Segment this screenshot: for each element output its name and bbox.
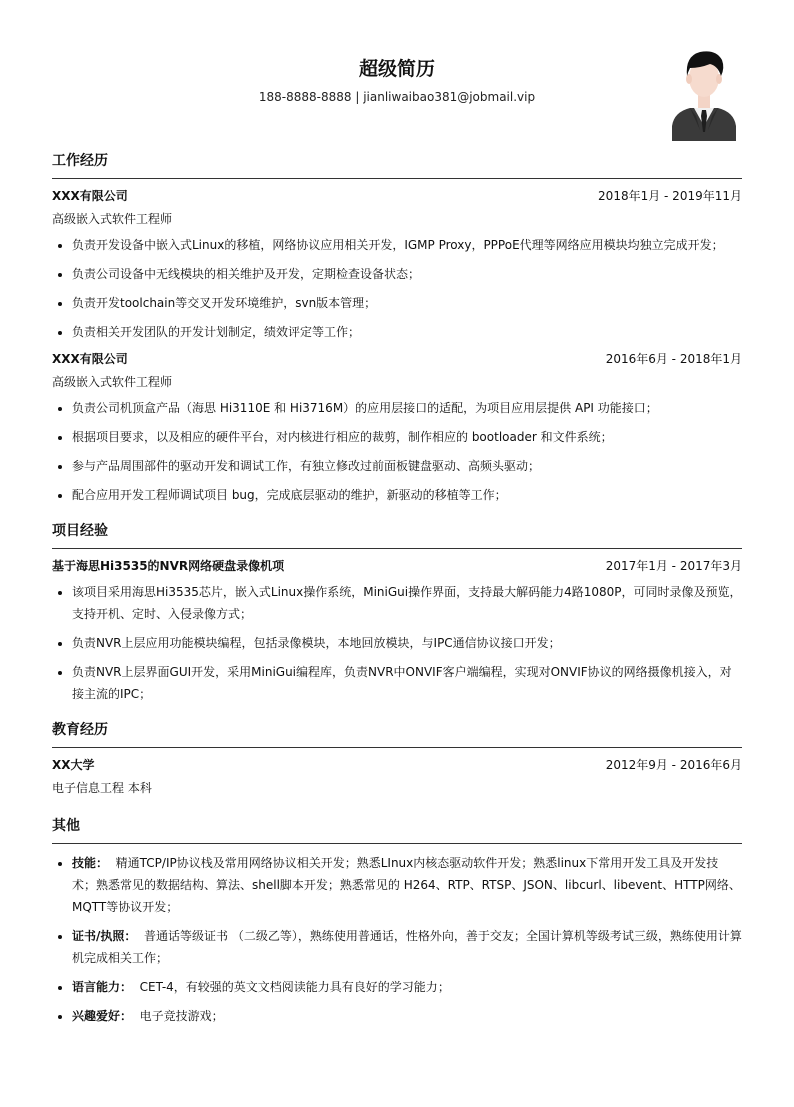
other-item-languages [72, 976, 742, 998]
other-item-skills [72, 852, 742, 918]
other-section-title: 其他 [52, 815, 742, 844]
projects-section [52, 520, 742, 705]
education-section [52, 719, 742, 797]
project-bullet: • 该项目采用海思Hi3535芯片，嵌入式Linux操作系统，MiniGui操作界面，支持最大解码能力4路1080P，可同时录像及预览，支持开机、定时、入侵录像方式； [72, 581, 742, 625]
other-item-label: 兴趣爱好： [72, 1009, 133, 1023]
other-item-hobbies [72, 1005, 742, 1027]
job-bullet: • 负责开发toolchain等交叉开发环境维护，svn版本管理； [72, 292, 742, 314]
job-bullet: • 负责公司设备中无线模块的相关维护及开发，定期检查设备状态； [72, 263, 742, 285]
project-bullet: • 负责NVR上层界面GUI开发，采用MiniGui编程库，负责NVR中ONVIF客户端编程，实现对ONVIF协议的网络摄像机接入，对接主流的IPC； [72, 661, 742, 705]
other-item-text: 普通话等级证书 （二级乙等），熟练使用普通话，性格外向，善于交友；全国计算机等级考试三级，熟练使用计算机完成相关工作； [72, 929, 742, 965]
other-list [52, 852, 742, 1027]
project-name: 基于海思Hi3535的NVR网络硬盘录像机项 [52, 559, 285, 573]
education-dates: 2012年9月 - 2016年6月 [605, 758, 742, 772]
job-bullet: • 参与产品周围部件的驱动开发和调试工作，有独立修改过前面板键盘驱动、高频头驱动； [72, 455, 742, 477]
other-item-label: 技能： [72, 856, 109, 870]
other-item-label: 证书/执照： [72, 929, 137, 943]
work-section [52, 150, 742, 506]
contact-line: 188-8888-8888 | jianliwaibao381@jobmail.vip [258, 90, 536, 104]
job-entry [52, 350, 742, 506]
job-bullet: • 负责相关开发团队的开发计划制定，绩效评定等工作； [72, 321, 742, 343]
project-bullets [52, 581, 742, 705]
avatar [670, 46, 738, 141]
project-bullet: • 负责NVR上层应用功能模块编程，包括录像模块，本地回放模块，与IPC通信协议接口开发； [72, 632, 742, 654]
job-dates: 2016年6月 - 2018年1月 [605, 352, 742, 366]
job-dates: 2018年1月 - 2019年11月 [598, 189, 742, 203]
job-bullets [52, 234, 742, 343]
other-item-text: CET-4，有较强的英文文档阅读能力具有良好的学习能力； [139, 980, 450, 994]
project-entry [52, 557, 742, 705]
other-section [52, 815, 742, 1027]
job-bullet: • 负责开发设备中嵌入式Linux的移植，网络协议应用相关开发，IGMP Proxy，PPPoE代理等网络应用模块均独立完成开发； [72, 234, 742, 256]
work-section-title: 工作经历 [52, 150, 742, 179]
job-bullet: • 配合应用开发工程师调试项目 bug，完成底层驱动的维护，新驱动的移植等工作； [72, 484, 742, 506]
job-role: 高级嵌入式软件工程师 [52, 212, 173, 226]
other-item-text: 精通TCP/IP协议栈及常用网络协议相关开发；熟悉LInux内核态驱动软件开发；熟悉linux下常用开发工具及开发技术；熟悉常见的数据结构、算法、shell脚本开发；熟悉常见的 H264、RTP、RTSP、JSON、libcurl、libevent、HTTP网络、MQTT等协议开发； [72, 856, 741, 914]
job-company: XXX有限公司 [52, 189, 128, 203]
job-company: XXX有限公司 [52, 352, 128, 366]
candidate-name: 超级简历 [358, 58, 435, 80]
school-name: XX大学 [52, 758, 95, 772]
resume-header [52, 0, 742, 150]
other-item-label: 语言能力： [72, 980, 133, 994]
job-bullet: • 根据项目要求，以及相应的硬件平台，对内核进行相应的裁剪，制作相应的 bootloader 和文件系统； [72, 426, 742, 448]
education-section-title: 教育经历 [52, 719, 742, 748]
job-bullets [52, 397, 742, 506]
project-dates: 2017年1月 - 2017年3月 [605, 559, 742, 573]
job-role: 高级嵌入式软件工程师 [52, 375, 173, 389]
job-entry [52, 187, 742, 343]
projects-section-title: 项目经验 [52, 520, 742, 549]
resume-page [52, 0, 742, 1034]
education-major: 电子信息工程 本科 [52, 781, 152, 795]
job-bullet: • 负责公司机顶盒产品（海思 Hi3110E 和 Hi3716M）的应用层接口的适配，为项目应用层提供 API 功能接口； [72, 397, 742, 419]
other-item-certificates [72, 925, 742, 969]
other-item-text: 电子竞技游戏； [139, 1009, 224, 1023]
